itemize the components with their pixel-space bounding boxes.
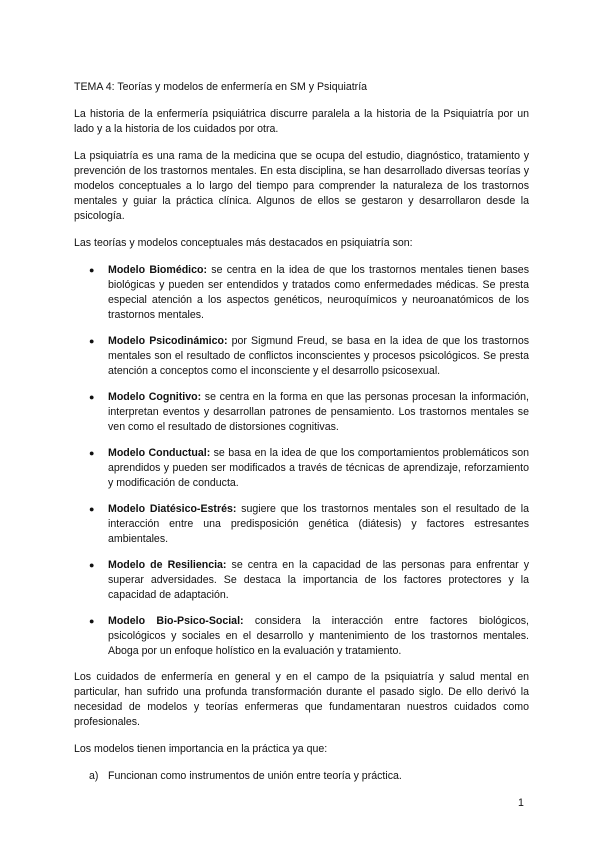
models-list (74, 263, 529, 659)
document-page (74, 80, 529, 784)
bullet-icon: ● (89, 616, 95, 626)
model-description: se basa en la idea de que los comportamientos problemáticos son aprendidos y pueden ser modificados a través de técnicas de aprendizaje, reforzamiento y modificación de conducta. (108, 447, 529, 489)
bullet-icon: ● (89, 336, 95, 346)
model-description: se centra en la idea de que los trastornos mentales tienen bases biológicas y pueden ser entendidos y tratados como enfermedades médicas. Se presta especial atención a los aspectos genéticos, neuroquímicos y neuroanatómicos de los trastornos mentales. (108, 264, 529, 321)
bullet-icon: ● (89, 265, 95, 275)
model-description: sugiere que los trastornos mentales son el resultado de la interacción entre una predisposición genética (diátesis) y factores estresantes ambientales. (108, 503, 529, 545)
list-item-resiliencia (74, 558, 529, 603)
list-item-biomedico (74, 263, 529, 323)
intro-paragraph-psychiatry: La psiquiatría es una rama de la medicina que se ocupa del estudio, diagnóstico, tratamiento y prevención de los trastornos mentales. En esta disciplina, se han desarrollado diversas teorías y modelos conceptuales a lo largo del tiempo para comprender la naturaleza de los trastornos mentales y guiar la práctica clínica. Algunos de ellos se gestaron y desarrollaron desde la psicología. (74, 150, 529, 222)
list-item-text: Funcionan como instrumentos de unión entre teoría y práctica. (108, 770, 402, 782)
bullet-icon: ● (89, 392, 95, 402)
model-description: se centra en la forma en que las personas procesan la información, interpretan eventos y desarrollan patrones de pensamiento. Los trastornos mentales se ven como el resultado de distorsiones cognitivas. (108, 391, 530, 433)
model-description: se centra en la capacidad de las personas para enfrentar y superar adversidades. Se destaca la importancia de los factores protectores y la capacidad de adaptación. (108, 559, 529, 601)
page-number: 1 (518, 797, 524, 809)
model-name: Modelo Bio-Psico-Social: (108, 615, 244, 627)
intro-paragraph-models-lead: Las teorías y modelos conceptuales más destacados en psiquiatría son: (74, 237, 413, 249)
model-name: Modelo Diatésico-Estrés: (108, 503, 237, 515)
intro-paragraph-history: La historia de la enfermería psiquiátrica discurre paralela a la historia de la Psiquiatría por un lado y a la historia de los cuidados por otra. (74, 108, 529, 135)
model-name: Modelo Conductual: (108, 447, 211, 459)
list-item-bio-psico-social (74, 614, 529, 659)
bullet-icon: ● (89, 504, 95, 514)
model-description: por Sigmund Freud, se basa en la idea de que los trastornos mentales son el resultado de conflictos inconscientes y procesos psicológicos. Se presta atención a conceptos como el inconsciente y el desarrollo psicosexual. (108, 335, 530, 377)
list-item-diatesico-estres (74, 502, 529, 547)
closing-paragraph-importance: Los modelos tienen importancia en la práctica ya que: (74, 743, 328, 755)
list-item (74, 769, 529, 784)
closing-paragraph-nursing-care: Los cuidados de enfermería en general y en el campo de la psiquiatría y salud mental en particular, han sufrido una profunda transformación durante el pasado siglo. De ello derivó la necesidad de modelos y teorías enfermeras que fundamentaran nuestros cuidados como profesionales. (74, 671, 529, 728)
model-description: considera la interacción entre factores biológicos, psicológicos y sociales en el desarrollo y mantenimiento de los trastornos mentales. Aboga por un enfoque holístico en la evaluación y tratamiento. (108, 615, 529, 657)
model-name: Modelo Cognitivo: (108, 391, 202, 403)
model-name: Modelo Biomédico: (108, 264, 208, 276)
list-item-cognitivo (74, 390, 529, 435)
list-item-conductual (74, 446, 529, 491)
model-name: Modelo Psicodinámico: (108, 335, 228, 347)
bullet-icon: ● (89, 560, 95, 570)
document-title: TEMA 4: Teorías y modelos de enfermería en SM y Psiquiatría (74, 81, 368, 93)
list-marker: a) (89, 770, 99, 782)
list-item-psicodinamico (74, 334, 529, 379)
model-name: Modelo de Resiliencia: (108, 559, 227, 571)
bullet-icon: ● (89, 448, 95, 458)
importance-list (74, 769, 529, 784)
